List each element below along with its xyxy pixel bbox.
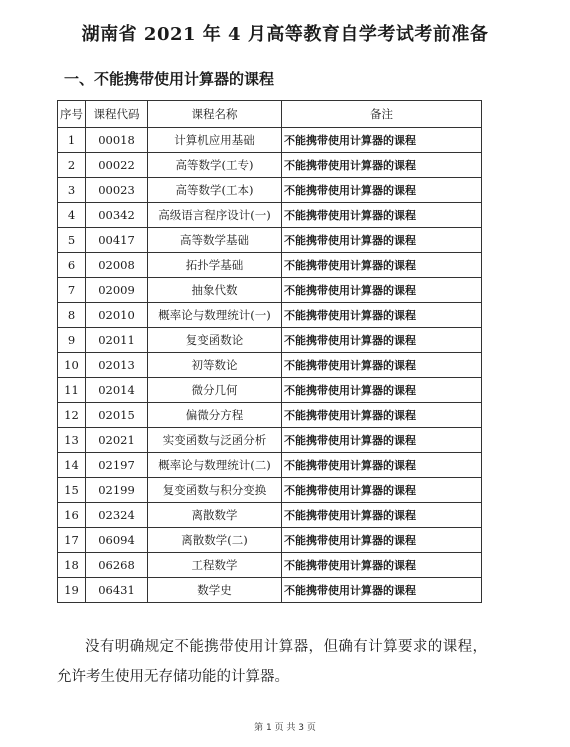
- course-note: 不能携带使用计算器的课程: [282, 503, 482, 528]
- course-code: 02021: [86, 428, 148, 453]
- course-code: 00022: [86, 153, 148, 178]
- course-note: 不能携带使用计算器的课程: [282, 428, 482, 453]
- course-name: 工程数学: [148, 553, 282, 578]
- table-header-row: [58, 101, 482, 128]
- row-number: 15: [58, 478, 86, 503]
- row-number: 1: [58, 128, 86, 153]
- course-note: 不能携带使用计算器的课程: [282, 478, 482, 503]
- course-code: 02014: [86, 378, 148, 403]
- course-note: 不能携带使用计算器的课程: [282, 528, 482, 553]
- note-paragraph: 没有明确规定不能携带使用计算器，但确有计算要求的课程，允许考生使用无存储功能的计算器。: [57, 639, 487, 685]
- course-name: 高等数学(工本): [148, 178, 282, 203]
- course-name: 高等数学基础: [148, 228, 282, 253]
- row-number: 10: [58, 353, 86, 378]
- course-note: 不能携带使用计算器的课程: [282, 328, 482, 353]
- course-note: 不能携带使用计算器的课程: [282, 553, 482, 578]
- row-number: 6: [58, 253, 86, 278]
- table-row: [58, 453, 482, 478]
- course-name: 概率论与数理统计(二): [148, 453, 282, 478]
- course-code: 02199: [86, 478, 148, 503]
- header-code: 课程代码: [86, 101, 148, 128]
- course-name: 概率论与数理统计(一): [148, 303, 282, 328]
- course-name: 复变函数与积分变换: [148, 478, 282, 503]
- course-name: 偏微分方程: [148, 403, 282, 428]
- course-name: 离散数学: [148, 503, 282, 528]
- course-rows: [58, 128, 482, 603]
- row-number: 7: [58, 278, 86, 303]
- header-note: 备注: [282, 101, 482, 128]
- course-note: 不能携带使用计算器的课程: [282, 403, 482, 428]
- document-title: 湖南省 2021 年 4 月高等教育自学考试考前准备: [81, 24, 489, 45]
- course-name: 数学史: [148, 578, 282, 603]
- row-number: 13: [58, 428, 86, 453]
- row-number: 11: [58, 378, 86, 403]
- course-note: 不能携带使用计算器的课程: [282, 128, 482, 153]
- course-code: 00018: [86, 128, 148, 153]
- row-number: 19: [58, 578, 86, 603]
- row-number: 14: [58, 453, 86, 478]
- table-row: [58, 328, 482, 353]
- table-row: [58, 428, 482, 453]
- row-number: 5: [58, 228, 86, 253]
- row-number: 3: [58, 178, 86, 203]
- course-code: 06268: [86, 553, 148, 578]
- row-number: 9: [58, 328, 86, 353]
- course-note: 不能携带使用计算器的课程: [282, 303, 482, 328]
- course-name: 复变函数论: [148, 328, 282, 353]
- course-name: 离散数学(二): [148, 528, 282, 553]
- row-number: 18: [58, 553, 86, 578]
- row-number: 8: [58, 303, 86, 328]
- course-code: 00417: [86, 228, 148, 253]
- course-name: 高等数学(工专): [148, 153, 282, 178]
- table-row: [58, 353, 482, 378]
- course-note: 不能携带使用计算器的课程: [282, 578, 482, 603]
- course-note: 不能携带使用计算器的课程: [282, 153, 482, 178]
- table-row: [58, 228, 482, 253]
- course-note: 不能携带使用计算器的课程: [282, 353, 482, 378]
- row-number: 12: [58, 403, 86, 428]
- table-row: [58, 378, 482, 403]
- course-note: 不能携带使用计算器的课程: [282, 203, 482, 228]
- course-table: [57, 100, 482, 603]
- course-code: 02009: [86, 278, 148, 303]
- course-note: 不能携带使用计算器的课程: [282, 253, 482, 278]
- table-row: [58, 178, 482, 203]
- course-code: 06094: [86, 528, 148, 553]
- course-name: 初等数论: [148, 353, 282, 378]
- course-code: 02197: [86, 453, 148, 478]
- course-code: 02013: [86, 353, 148, 378]
- header-name: 课程名称: [148, 101, 282, 128]
- course-code: 00023: [86, 178, 148, 203]
- table-row: [58, 578, 482, 603]
- table-row: [58, 278, 482, 303]
- course-code: 02011: [86, 328, 148, 353]
- row-number: 16: [58, 503, 86, 528]
- row-number: 2: [58, 153, 86, 178]
- table-row: [58, 203, 482, 228]
- table-row: [58, 403, 482, 428]
- course-code: 02015: [86, 403, 148, 428]
- course-code: 00342: [86, 203, 148, 228]
- row-number: 17: [58, 528, 86, 553]
- course-name: 计算机应用基础: [148, 128, 282, 153]
- table-row: [58, 553, 482, 578]
- course-name: 拓扑学基础: [148, 253, 282, 278]
- table-row: [58, 528, 482, 553]
- course-name: 高级语言程序设计(一): [148, 203, 282, 228]
- course-code: 02010: [86, 303, 148, 328]
- course-code: 02008: [86, 253, 148, 278]
- table-row: [58, 153, 482, 178]
- table-row: [58, 478, 482, 503]
- course-name: 实变函数与泛函分析: [148, 428, 282, 453]
- course-note: 不能携带使用计算器的课程: [282, 178, 482, 203]
- section-heading: 一、不能携带使用计算器的课程: [64, 70, 275, 88]
- table-row: [58, 503, 482, 528]
- table-row: [58, 253, 482, 278]
- table-row: [58, 128, 482, 153]
- course-note: 不能携带使用计算器的课程: [282, 453, 482, 478]
- course-code: 06431: [86, 578, 148, 603]
- course-note: 不能携带使用计算器的课程: [282, 378, 482, 403]
- course-note: 不能携带使用计算器的课程: [282, 228, 482, 253]
- header-no: 序号: [58, 101, 86, 128]
- table-row: [58, 303, 482, 328]
- course-note: 不能携带使用计算器的课程: [282, 278, 482, 303]
- course-name: 微分几何: [148, 378, 282, 403]
- page-footer: 第 1 页 共 3 页: [254, 723, 316, 733]
- course-code: 02324: [86, 503, 148, 528]
- course-name: 抽象代数: [148, 278, 282, 303]
- row-number: 4: [58, 203, 86, 228]
